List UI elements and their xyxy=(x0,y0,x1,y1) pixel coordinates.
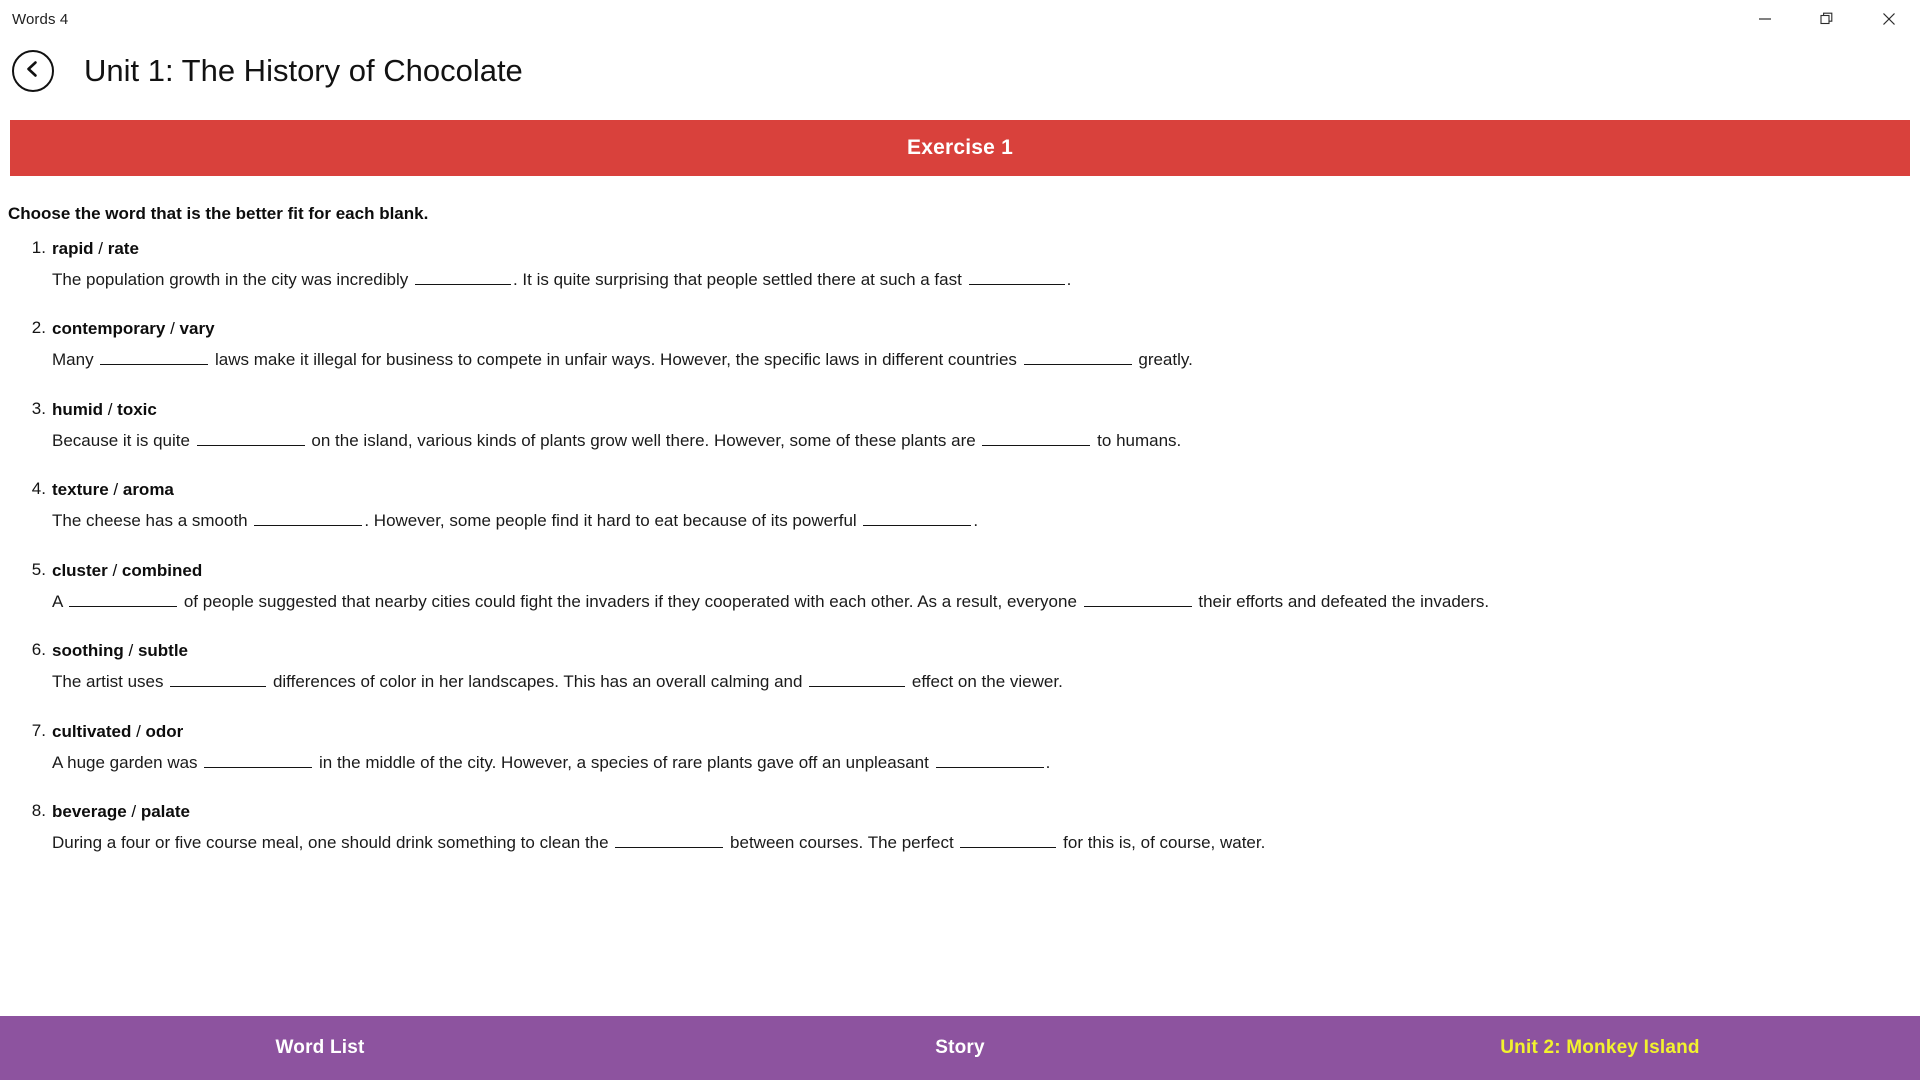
word-separator: / xyxy=(108,480,123,500)
sentence-fragment: . xyxy=(1066,269,1072,289)
question-item xyxy=(52,318,1920,372)
word-option-a[interactable]: soothing xyxy=(52,641,124,661)
answer-blank[interactable] xyxy=(100,348,208,366)
sentence-fragment: for this is, of course, water. xyxy=(1058,833,1266,852)
sentence-fragment: A huge garden was xyxy=(52,752,203,772)
word-option-b[interactable]: subtle xyxy=(137,641,188,661)
window-title: Words 4 xyxy=(12,10,69,28)
question-item xyxy=(52,560,1920,614)
word-option-b[interactable]: vary xyxy=(179,319,215,339)
sentence-fragment: effect on the viewer. xyxy=(907,672,1063,692)
back-button[interactable] xyxy=(12,50,54,92)
close-icon xyxy=(1882,12,1896,26)
question-word-pair xyxy=(52,479,1920,502)
sentence-fragment: A xyxy=(52,591,68,611)
minimize-icon xyxy=(1758,12,1772,26)
word-separator: / xyxy=(123,641,138,661)
word-option-b[interactable]: aroma xyxy=(122,480,174,500)
word-option-a[interactable]: contemporary xyxy=(52,319,166,339)
question-word-pair xyxy=(52,238,1920,261)
question-item xyxy=(52,721,1920,775)
word-separator: / xyxy=(126,802,141,822)
sentence-fragment: of people suggested that nearby cities could fight the invaders if they cooperated with each other. As a result, everyone xyxy=(179,591,1082,611)
question-sentence xyxy=(52,750,1920,776)
page-header xyxy=(0,38,1920,104)
answer-blank[interactable] xyxy=(254,508,362,526)
answer-blank[interactable] xyxy=(936,750,1044,768)
question-word-pair xyxy=(52,721,1920,744)
sentence-fragment: greatly. xyxy=(1133,350,1193,370)
answer-blank[interactable] xyxy=(415,267,511,285)
window-titlebar xyxy=(0,0,1920,38)
question-word-pair xyxy=(52,640,1920,663)
sentence-fragment: . xyxy=(973,511,979,531)
sentence-fragment: between courses. The perfect xyxy=(725,833,959,852)
nav-item-unit-2-monkey-island[interactable]: Unit 2: Monkey Island xyxy=(1500,1037,1700,1058)
sentence-fragment: differences of color in her landscapes. This has an overall calming and xyxy=(268,672,808,692)
question-item xyxy=(52,640,1920,694)
answer-blank[interactable] xyxy=(1024,348,1132,366)
question-item xyxy=(52,399,1920,453)
sentence-fragment: on the island, various kinds of plants grow well there. However, some of these plants are xyxy=(306,430,981,450)
window-controls xyxy=(1734,0,1920,38)
sentence-fragment: in the middle of the city. However, a species of rare plants gave off an unpleasant xyxy=(314,752,934,772)
word-separator: / xyxy=(93,239,108,258)
word-option-b[interactable]: toxic xyxy=(117,399,157,419)
question-word-pair xyxy=(52,560,1920,583)
sentence-fragment: Many xyxy=(52,350,99,370)
answer-blank[interactable] xyxy=(969,267,1065,285)
word-option-b[interactable]: combined xyxy=(121,560,203,580)
exercise-banner xyxy=(10,120,1910,176)
question-sentence xyxy=(52,669,1920,695)
sentence-fragment: The cheese has a smooth xyxy=(52,511,253,531)
page-title: Unit 1: The History of Chocolate xyxy=(84,53,523,88)
restore-icon xyxy=(1820,12,1834,26)
word-separator: / xyxy=(131,721,146,741)
answer-blank[interactable] xyxy=(69,589,177,607)
answer-blank[interactable] xyxy=(809,669,905,687)
instruction-text: Choose the word that is the better fit for each blank. xyxy=(8,204,429,223)
word-option-a[interactable]: beverage xyxy=(52,802,127,822)
question-sentence xyxy=(52,508,1920,534)
restore-button[interactable] xyxy=(1796,0,1858,38)
question-sentence xyxy=(52,428,1920,454)
sentence-fragment: . xyxy=(1045,752,1051,772)
exercise-banner-label: Exercise 1 xyxy=(907,136,1013,159)
chevron-left-icon xyxy=(23,59,43,84)
word-separator: / xyxy=(165,319,180,339)
sentence-fragment: During a four or five course meal, one should drink something to clean the xyxy=(52,833,614,852)
question-item xyxy=(52,479,1920,533)
question-sentence xyxy=(52,589,1920,615)
answer-blank[interactable] xyxy=(1084,589,1192,607)
question-sentence xyxy=(52,347,1920,373)
nav-item-story[interactable]: Story xyxy=(935,1037,985,1058)
sentence-fragment: . However, some people find it hard to eat because of its powerful xyxy=(364,511,862,531)
question-item xyxy=(52,801,1920,855)
question-word-pair xyxy=(52,801,1920,824)
word-separator: / xyxy=(107,560,122,580)
minimize-button[interactable] xyxy=(1734,0,1796,38)
question-word-pair xyxy=(52,399,1920,422)
answer-blank[interactable] xyxy=(982,428,1090,446)
sentence-fragment: to humans. xyxy=(1092,430,1182,450)
sentence-fragment: laws make it illegal for business to compete in unfair ways. However, the specific laws in different countries xyxy=(210,350,1022,370)
answer-blank[interactable] xyxy=(204,750,312,768)
nav-item-word-list[interactable]: Word List xyxy=(275,1037,365,1058)
sentence-fragment: The artist uses xyxy=(52,672,169,692)
question-sentence xyxy=(52,267,1920,293)
question-sentence xyxy=(52,830,1920,856)
sentence-fragment: . It is quite surprising that people settled there at such a fast xyxy=(512,269,967,289)
word-option-b[interactable]: odor xyxy=(145,721,184,741)
word-option-a[interactable]: rapid xyxy=(52,239,94,258)
word-option-a[interactable]: cultivated xyxy=(52,721,132,741)
question-list xyxy=(0,238,1920,856)
word-option-b[interactable]: palate xyxy=(140,802,190,822)
answer-blank[interactable] xyxy=(960,830,1056,848)
word-option-a[interactable]: cluster xyxy=(52,560,108,580)
word-separator: / xyxy=(103,399,118,419)
answer-blank[interactable] xyxy=(863,508,971,526)
question-word-pair xyxy=(52,318,1920,341)
sentence-fragment: The population growth in the city was incredibly xyxy=(52,269,413,289)
sentence-fragment: Because it is quite xyxy=(52,430,195,450)
answer-blank[interactable] xyxy=(615,830,723,848)
word-option-a[interactable]: humid xyxy=(52,399,103,419)
word-option-b[interactable]: rate xyxy=(107,239,139,258)
bottom-navigation xyxy=(0,1016,1920,1080)
sentence-fragment: their efforts and defeated the invaders. xyxy=(1193,591,1490,611)
question-item xyxy=(52,238,1920,292)
close-button[interactable] xyxy=(1858,0,1920,38)
answer-blank[interactable] xyxy=(197,428,305,446)
answer-blank[interactable] xyxy=(170,669,266,687)
word-option-a[interactable]: texture xyxy=(52,480,109,500)
